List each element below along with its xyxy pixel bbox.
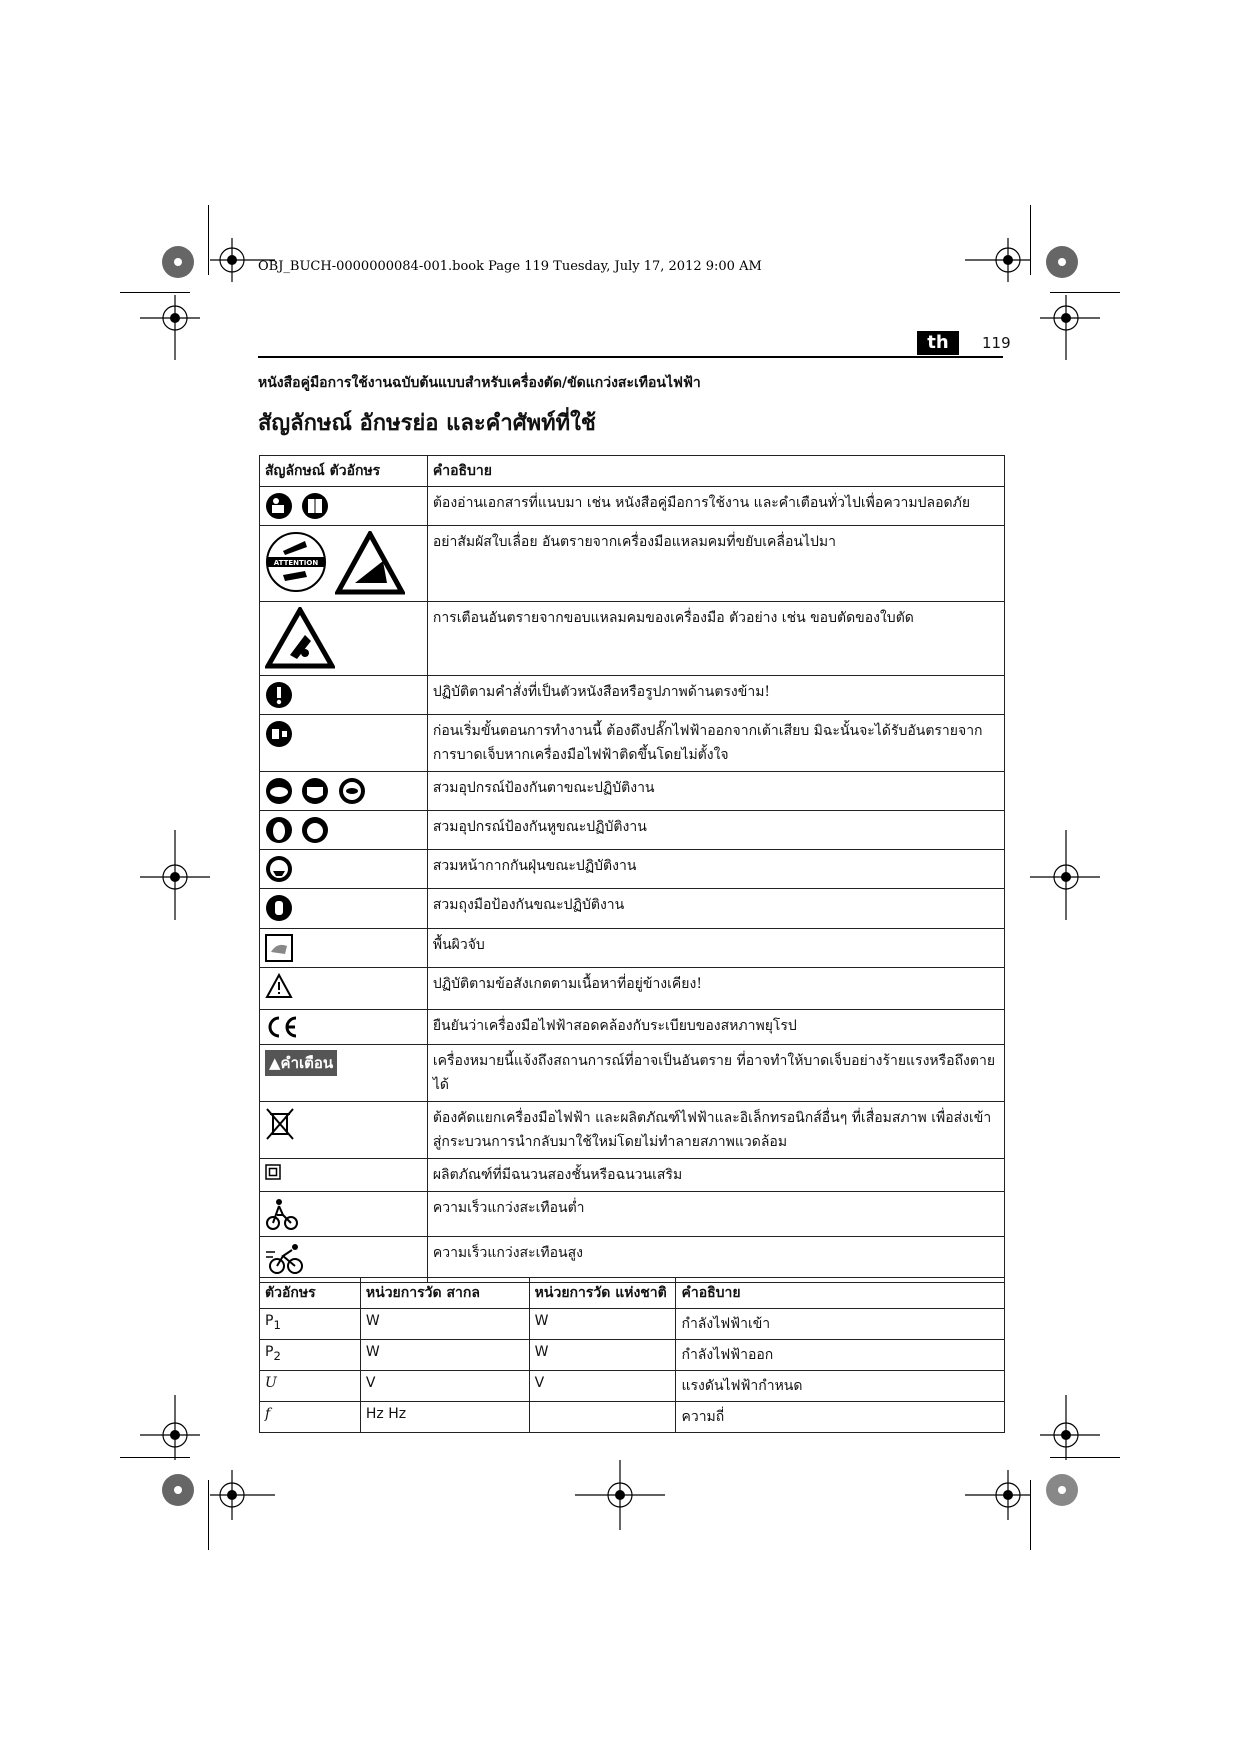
intl-unit-cell: W	[360, 1309, 529, 1340]
fast-bike-icon	[265, 1242, 305, 1276]
cut-hazard-triangle-icon	[265, 607, 335, 669]
manual-subtitle: หนังสือคู่มือการใช้งานฉบับต้นแบบสำหรับเครื่องตัด/ขัดแกว่งสะเทือนไฟฟ้า	[258, 375, 701, 391]
table-row	[260, 811, 1005, 850]
table-row	[260, 1237, 1005, 1283]
row-description: ปฏิบัติตามคำสั่งที่เป็นตัวหนังสือหรือรูปภาพด้านตรงข้าม!	[427, 676, 1004, 715]
intl-unit-cell: Hz Hz	[360, 1402, 529, 1433]
book-icon	[301, 492, 329, 520]
table-row	[260, 676, 1005, 715]
natl-unit-cell: V	[529, 1371, 676, 1402]
unplug-icon	[265, 720, 293, 748]
table-row	[260, 1340, 1005, 1371]
row-description: ความเร็วแกว่งสะเทือนต่ำ	[427, 1192, 1004, 1237]
col-header-symbol: สัญลักษณ์ ตัวอักษร	[260, 456, 428, 487]
gloves-icon	[265, 894, 293, 922]
dust-mask-icon	[265, 855, 293, 883]
table-row	[260, 850, 1005, 889]
natl-unit-cell	[529, 1402, 676, 1433]
table-row	[260, 1102, 1005, 1159]
row-description: ปฏิบัติตามข้อสังเกตตามเนื้อหาที่อยู่ข้างเคียง!	[427, 968, 1004, 1010]
row-description: ยืนยันว่าเครื่องมือไฟฟ้าสอดคล้องกับระเบียบของสหภาพยุโรป	[427, 1010, 1004, 1045]
glasses-icon	[338, 777, 366, 805]
table-row	[260, 1010, 1005, 1045]
table-row	[260, 772, 1005, 811]
symbol-cell: $P_2$	[260, 1340, 361, 1371]
row-description: ต้องคัดแยกเครื่องมือไฟฟ้า และผลิตภัณฑ์ไฟฟ้าและอิเล็กทรอนิกส์อื่นๆ ที่เสื่อมสภาพ เพื่อส่งเข้าสู่กระบวนการนำกลับมาใช้ใหม่โดยไม่ทำลายสภาพแวดล้อม	[427, 1102, 1004, 1159]
svg-text:ATTENTION: ATTENTION	[273, 559, 319, 567]
row-description: สวมอุปกรณ์ป้องกันตาขณะปฏิบัติงาน	[427, 772, 1004, 811]
col-header-description: คำอธิบาย	[676, 1278, 1005, 1309]
warning-label-text: คำเตือน	[280, 1054, 334, 1072]
row-description: สวมหน้ากากกันฝุ่นขณะปฏิบัติงาน	[427, 850, 1004, 889]
symbol-cell: f	[260, 1402, 361, 1433]
double-insulation-icon	[265, 1164, 281, 1180]
natl-unit-cell: W	[529, 1309, 676, 1340]
table-row	[260, 929, 1005, 968]
table-row	[260, 602, 1005, 676]
face-shield-icon	[301, 777, 329, 805]
table-row	[260, 715, 1005, 772]
symbols-table	[259, 455, 1005, 1283]
units-table	[259, 1277, 1005, 1433]
natl-unit-cell: W	[529, 1340, 676, 1371]
ear-protection-icon	[265, 816, 293, 844]
col-header-natl-unit: หน่วยการวัด แห่งชาติ	[529, 1278, 676, 1309]
row-description: ก่อนเริ่มขั้นตอนการทำงานนี้ ต้องดึงปลั๊กไฟฟ้าออกจากเต้าเสียบ มิฉะนั้นจะได้รับอันตรายจากการบาดเจ็บหากเครื่องมือไฟฟ้าติดขึ้นโดยไม่ตั้งใจ	[427, 715, 1004, 772]
exclamation-icon	[265, 681, 293, 709]
warning-label-icon: ▲คำเตือน	[265, 1050, 337, 1076]
table-row	[260, 1159, 1005, 1192]
table-row	[260, 1192, 1005, 1237]
row-description: เครื่องหมายนี้แจ้งถึงสถานการณ์ที่อาจเป็นอันตราย ที่อาจทำให้บาดเจ็บอย่างร้ายแรงหรือถึงตายได้	[427, 1045, 1004, 1102]
table-header-row	[260, 1278, 1005, 1309]
description-cell: กำลังไฟฟ้าออก	[676, 1340, 1005, 1371]
table-row	[260, 1402, 1005, 1433]
row-description: สวมถุงมือป้องกันขณะปฏิบัติงาน	[427, 889, 1004, 929]
language-tab: th	[917, 331, 959, 355]
row-description: ผลิตภัณฑ์ที่มีฉนวนสองชั้นหรือฉนวนเสริม	[427, 1159, 1004, 1192]
row-description: พื้นผิวจับ	[427, 929, 1004, 968]
goggles-icon	[265, 777, 293, 805]
header-rule	[258, 356, 1003, 358]
ce-mark-icon	[265, 1015, 299, 1039]
symbol-cell: U	[260, 1371, 361, 1402]
table-header-row	[260, 456, 1005, 487]
sharp-hazard-icon	[335, 531, 405, 595]
attention-icon	[265, 531, 327, 593]
description-cell: แรงดันไฟฟ้ากำหนด	[676, 1371, 1005, 1402]
description-cell: ความถี่	[676, 1402, 1005, 1433]
page-title: สัญลักษณ์ อักษรย่อ และคำศัพท์ที่ใช้	[258, 410, 596, 436]
table-row	[260, 1045, 1005, 1102]
symbol-cell: $P_1$	[260, 1309, 361, 1340]
weee-bin-icon	[265, 1107, 295, 1141]
table-row	[260, 1371, 1005, 1402]
print-header: OBJ_BUCH-0000000084-001.book Page 119 Tuesday, July 17, 2012 9:00 AM	[258, 259, 762, 274]
row-description: การเตือนอันตรายจากขอบแหลมคมของเครื่องมือ ตัวอย่าง เช่น ขอบตัดของใบตัด	[427, 602, 1004, 676]
intl-unit-cell: W	[360, 1340, 529, 1371]
table-row	[260, 526, 1005, 602]
col-header-description: คำอธิบาย	[427, 456, 1004, 487]
col-header-letter: ตัวอักษร	[260, 1278, 361, 1309]
table-row	[260, 487, 1005, 526]
row-description: อย่าสัมผัสใบเลื่อย อันตรายจากเครื่องมือแหลมคมที่ขยับเคลื่อนไปมา	[427, 526, 1004, 602]
page-number: 119	[982, 334, 1011, 352]
slow-bike-icon	[265, 1197, 299, 1231]
earmuff-icon	[301, 816, 329, 844]
grip-surface-icon	[265, 934, 293, 962]
row-description: สวมอุปกรณ์ป้องกันหูขณะปฏิบัติงาน	[427, 811, 1004, 850]
row-description: ความเร็วแกว่งสะเทือนสูง	[427, 1237, 1004, 1283]
table-row	[260, 889, 1005, 929]
intl-unit-cell: V	[360, 1371, 529, 1402]
description-cell: กำลังไฟฟ้าเข้า	[676, 1309, 1005, 1340]
table-row	[260, 968, 1005, 1010]
warning-triangle-icon	[265, 973, 293, 999]
row-description: ต้องอ่านเอกสารที่แนบมา เช่น หนังสือคู่มือการใช้งาน และคำเตือนทั่วไปเพื่อความปลอดภัย	[427, 487, 1004, 526]
read-manual-icon	[265, 492, 293, 520]
table-row	[260, 1309, 1005, 1340]
col-header-intl-unit: หน่วยการวัด สากล	[360, 1278, 529, 1309]
